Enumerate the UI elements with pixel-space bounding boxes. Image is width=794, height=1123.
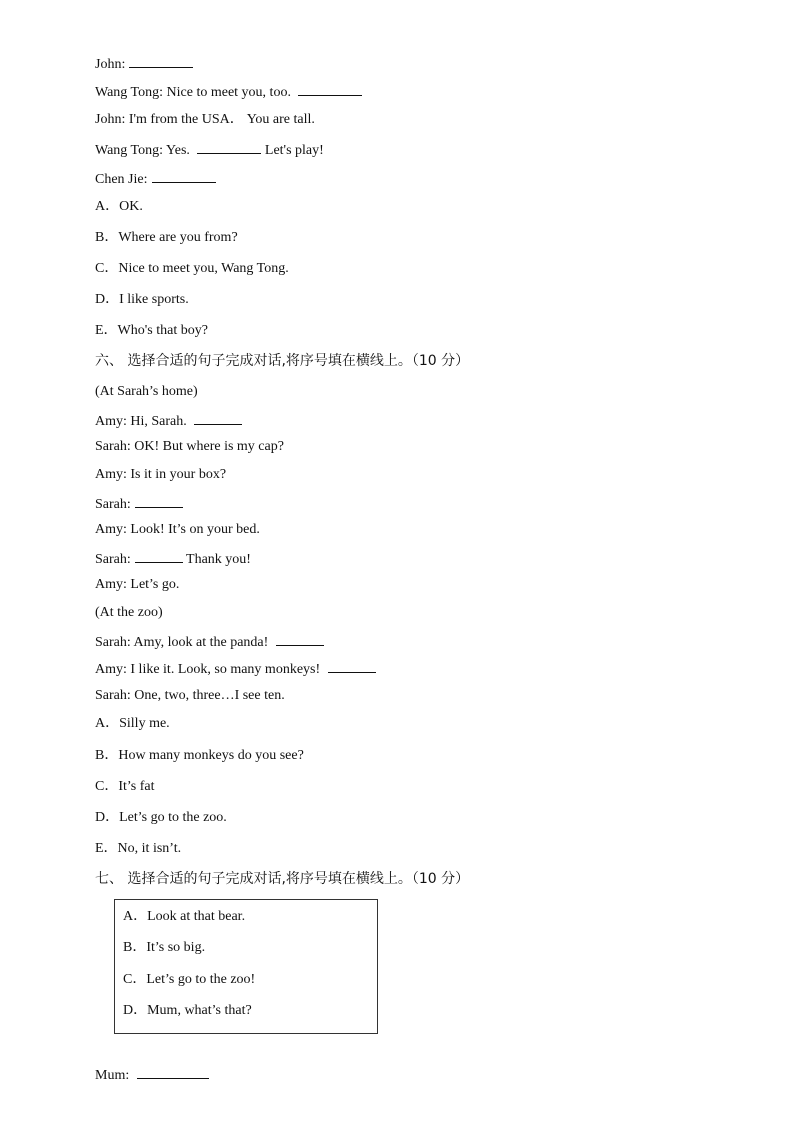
speaker: Sarah:: [95, 635, 131, 650]
option-item: C．It’s fat: [95, 779, 155, 794]
section-title: 六、 选择合适的句子完成对话,将序号填在横线上。（10 分）: [95, 353, 470, 369]
answer-blank[interactable]: [328, 659, 376, 673]
answer-blank[interactable]: [129, 54, 193, 68]
dialogue-line: [95, 466, 226, 484]
speaker: Amy:: [95, 522, 127, 537]
option-item: A．Silly me.: [95, 716, 170, 731]
line-text: Look! It’s on your bed.: [130, 522, 260, 537]
line-text: I like it. Look, so many monkeys!: [130, 662, 321, 677]
answer-blank[interactable]: [135, 494, 183, 508]
dialogue-line: [95, 169, 216, 187]
options-box: [114, 899, 378, 1034]
speaker: Sarah:: [95, 497, 131, 512]
answer-blank[interactable]: [197, 140, 261, 154]
answer-blank[interactable]: [135, 549, 183, 563]
dialogue-line: [95, 1065, 209, 1083]
speaker: Sarah:: [95, 552, 131, 567]
option-item: D．Let’s go to the zoo.: [95, 810, 227, 825]
option-item: C．Nice to meet you, Wang Tong.: [95, 261, 289, 276]
dialogue-line: [95, 659, 376, 677]
speaker: John:: [95, 57, 126, 72]
speaker: Amy:: [95, 467, 127, 482]
option-item: A．OK.: [95, 199, 143, 214]
dialogue-line: [95, 438, 284, 456]
dialogue-line: [95, 82, 362, 100]
scene-note: (At Sarah’s home): [95, 384, 198, 399]
scene-note: (At the zoo): [95, 605, 163, 620]
answer-blank[interactable]: [298, 82, 362, 96]
speaker: Sarah:: [95, 688, 131, 703]
dialogue-line: [95, 411, 242, 429]
line-text: Let's play!: [264, 143, 324, 158]
line-text: I'm from the USA． You are tall.: [128, 112, 315, 127]
answer-blank[interactable]: [152, 169, 216, 183]
dialogue-line: [95, 632, 324, 650]
speaker: Wang Tong:: [95, 143, 164, 158]
speaker: Wang Tong:: [95, 85, 164, 100]
option-item: A．Look at that bear.: [123, 909, 246, 924]
speaker: Amy:: [95, 414, 127, 429]
dialogue-line: [95, 687, 285, 705]
dialogue-line: [95, 140, 324, 158]
option-item: B．It’s so big.: [123, 940, 206, 955]
line-text: Amy, look at the panda!: [133, 635, 269, 650]
line-text: Is it in your box?: [130, 467, 227, 482]
dialogue-line: [95, 521, 260, 539]
option-item: D．Mum, what’s that?: [123, 1003, 252, 1018]
speaker: Sarah:: [95, 439, 131, 454]
line-text: Yes.: [166, 143, 190, 158]
line-text: Hi, Sarah.: [130, 414, 187, 429]
speaker: Mum:: [95, 1068, 130, 1083]
answer-blank[interactable]: [194, 411, 242, 425]
speaker: Amy:: [95, 662, 127, 677]
speaker: Chen Jie:: [95, 172, 148, 187]
line-text: OK! But where is my cap?: [134, 439, 284, 454]
line-text: Thank you!: [186, 552, 251, 567]
dialogue-line: [95, 111, 315, 129]
answer-blank[interactable]: [137, 1065, 209, 1079]
section-title: 七、 选择合适的句子完成对话,将序号填在横线上。（10 分）: [95, 871, 470, 887]
dialogue-line: [95, 494, 183, 512]
speaker: Amy:: [95, 577, 127, 592]
option-item: C．Let’s go to the zoo!: [123, 972, 256, 987]
line-text: One, two, three…I see ten.: [134, 688, 285, 703]
option-item: B．How many monkeys do you see?: [95, 748, 304, 763]
dialogue-line: [95, 549, 251, 567]
dialogue-line: [95, 54, 193, 72]
option-item: E．No, it isn’t.: [95, 841, 182, 856]
dialogue-line: [95, 576, 179, 594]
option-item: D．I like sports.: [95, 292, 189, 307]
option-item: B．Where are you from?: [95, 230, 238, 245]
line-text: Nice to meet you, too.: [166, 85, 291, 100]
line-text: Let’s go.: [130, 577, 180, 592]
option-item: E．Who's that boy?: [95, 323, 208, 338]
answer-blank[interactable]: [276, 632, 324, 646]
speaker: John:: [95, 112, 126, 127]
